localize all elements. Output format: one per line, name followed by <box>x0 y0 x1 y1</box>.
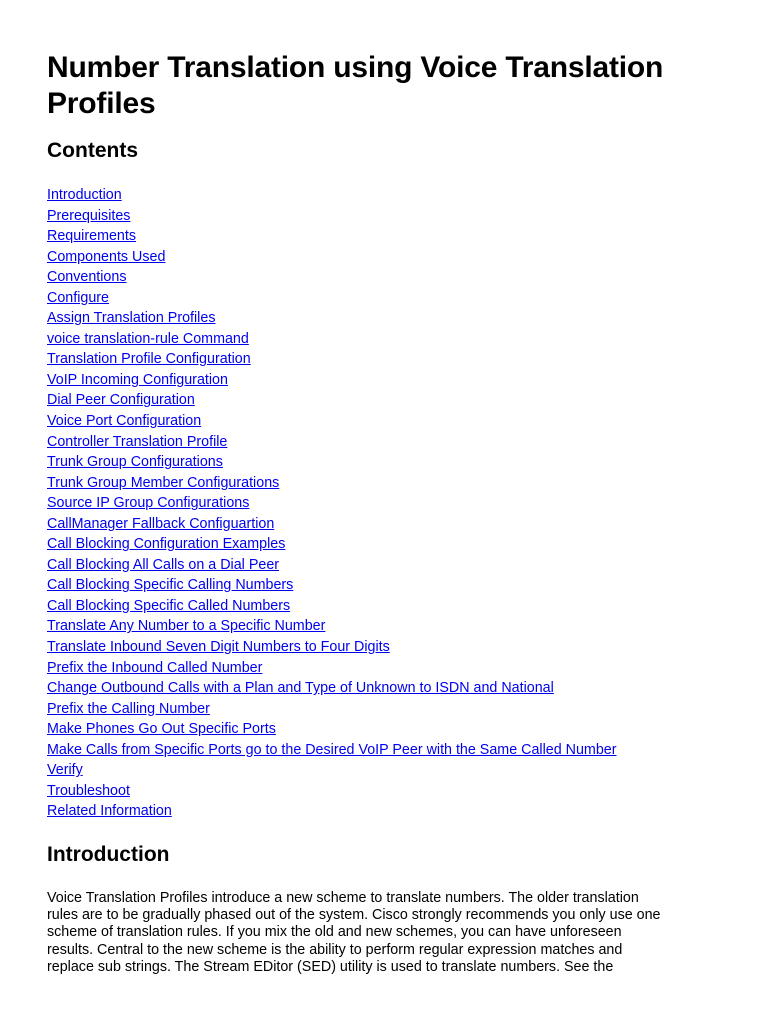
toc-item <box>47 781 616 802</box>
toc-item <box>47 247 616 268</box>
toc-link-components-used[interactable]: Components Used <box>47 248 166 265</box>
toc-link-requirements[interactable]: Requirements <box>47 228 136 245</box>
toc-link-introduction[interactable]: Introduction <box>47 187 122 203</box>
toc-item <box>47 534 616 555</box>
toc-link-voice-translation-rule-command[interactable]: voice translation-rule Command <box>47 330 249 347</box>
toc-link-prefix-inbound-called[interactable]: Prefix the Inbound Called Number <box>47 659 263 676</box>
toc-item <box>47 596 616 617</box>
table-of-contents <box>47 185 616 822</box>
toc-item <box>47 514 616 535</box>
toc-link-prefix-calling-number[interactable]: Prefix the Calling Number <box>47 700 210 717</box>
toc-link-make-phones-go-out[interactable]: Make Phones Go Out Specific Ports <box>47 721 276 738</box>
toc-link-verify[interactable]: Verify <box>47 762 83 779</box>
toc-link-controller-translation-profile[interactable]: Controller Translation Profile <box>47 433 228 450</box>
toc-item <box>47 349 616 370</box>
toc-link-assign-translation-profiles[interactable]: Assign Translation Profiles <box>47 310 216 327</box>
toc-item <box>47 185 616 206</box>
toc-item <box>47 411 616 432</box>
toc-link-trunk-group-configurations[interactable]: Trunk Group Configurations <box>47 454 223 471</box>
toc-item <box>47 678 616 699</box>
toc-item <box>47 699 616 720</box>
toc-link-conventions[interactable]: Conventions <box>47 269 127 286</box>
toc-item <box>47 740 616 761</box>
toc-link-call-blocking-configuration-examples[interactable]: Call Blocking Configuration Examples <box>47 536 286 553</box>
toc-item <box>47 493 616 514</box>
intro-line: replace sub strings. The Stream EDitor (SED) utility is used to translate numbers. See the <box>47 958 614 975</box>
toc-link-make-calls-specific-ports[interactable]: Make Calls from Specific Ports go to the Desired VoIP Peer with the Same Called Number <box>47 741 617 758</box>
introduction-heading: Introduction <box>47 843 170 866</box>
toc-item <box>47 452 616 473</box>
toc-item <box>47 308 616 329</box>
contents-heading: Contents <box>47 139 138 162</box>
toc-item <box>47 616 616 637</box>
intro-line: Voice Translation Profiles introduce a new scheme to translate numbers. The older translation <box>47 890 639 906</box>
toc-item <box>47 226 616 247</box>
toc-item <box>47 555 616 576</box>
toc-item <box>47 658 616 679</box>
toc-link-prerequisites[interactable]: Prerequisites <box>47 207 131 224</box>
page-title: Number Translation using Voice Translation Profiles <box>47 51 664 120</box>
toc-link-related-information[interactable]: Related Information <box>47 803 172 820</box>
toc-item <box>47 637 616 658</box>
toc-link-troubleshoot[interactable]: Troubleshoot <box>47 782 130 799</box>
toc-link-trunk-group-member-configurations[interactable]: Trunk Group Member Configurations <box>47 474 280 491</box>
toc-link-translate-seven-digit[interactable]: Translate Inbound Seven Digit Numbers to Four Digits <box>47 639 390 656</box>
toc-item <box>47 760 616 781</box>
toc-item <box>47 390 616 411</box>
toc-link-translate-any-number[interactable]: Translate Any Number to a Specific Number <box>47 618 326 635</box>
toc-link-call-blocking-called-numbers[interactable]: Call Blocking Specific Called Numbers <box>47 597 291 614</box>
intro-line: results. Central to the new scheme is the ability to perform regular expression matches and <box>47 941 623 958</box>
toc-item <box>47 432 616 453</box>
toc-item <box>47 719 616 740</box>
toc-item <box>47 575 616 596</box>
toc-item <box>47 473 616 494</box>
introduction-paragraph <box>47 890 737 976</box>
toc-link-configure[interactable]: Configure <box>47 289 109 306</box>
toc-link-dial-peer-configuration[interactable]: Dial Peer Configuration <box>47 392 195 409</box>
toc-link-change-outbound-calls[interactable]: Change Outbound Calls with a Plan and Type of Unknown to ISDN and National <box>47 680 554 697</box>
toc-item <box>47 267 616 288</box>
toc-link-voice-port-configuration[interactable]: Voice Port Configuration <box>47 413 202 430</box>
toc-link-source-ip-group-configurations[interactable]: Source IP Group Configurations <box>47 495 250 512</box>
toc-link-call-blocking-calling-numbers[interactable]: Call Blocking Specific Calling Numbers <box>47 577 294 594</box>
intro-line: scheme of translation rules. If you mix the old and new schemes, you can have unforeseen <box>47 924 622 941</box>
toc-link-callmanager-fallback-configuration[interactable]: CallManager Fallback Configuartion <box>47 515 275 532</box>
toc-item <box>47 370 616 391</box>
toc-item <box>47 288 616 309</box>
toc-item <box>47 329 616 350</box>
toc-item <box>47 206 616 227</box>
toc-link-call-blocking-all-calls[interactable]: Call Blocking All Calls on a Dial Peer <box>47 556 280 573</box>
toc-link-translation-profile-configuration[interactable]: Translation Profile Configuration <box>47 351 251 368</box>
intro-line: rules are to be gradually phased out of the system. Cisco strongly recommends you only use one <box>47 907 661 924</box>
toc-item <box>47 801 616 822</box>
toc-link-voip-incoming-configuration[interactable]: VoIP Incoming Configuration <box>47 371 228 388</box>
